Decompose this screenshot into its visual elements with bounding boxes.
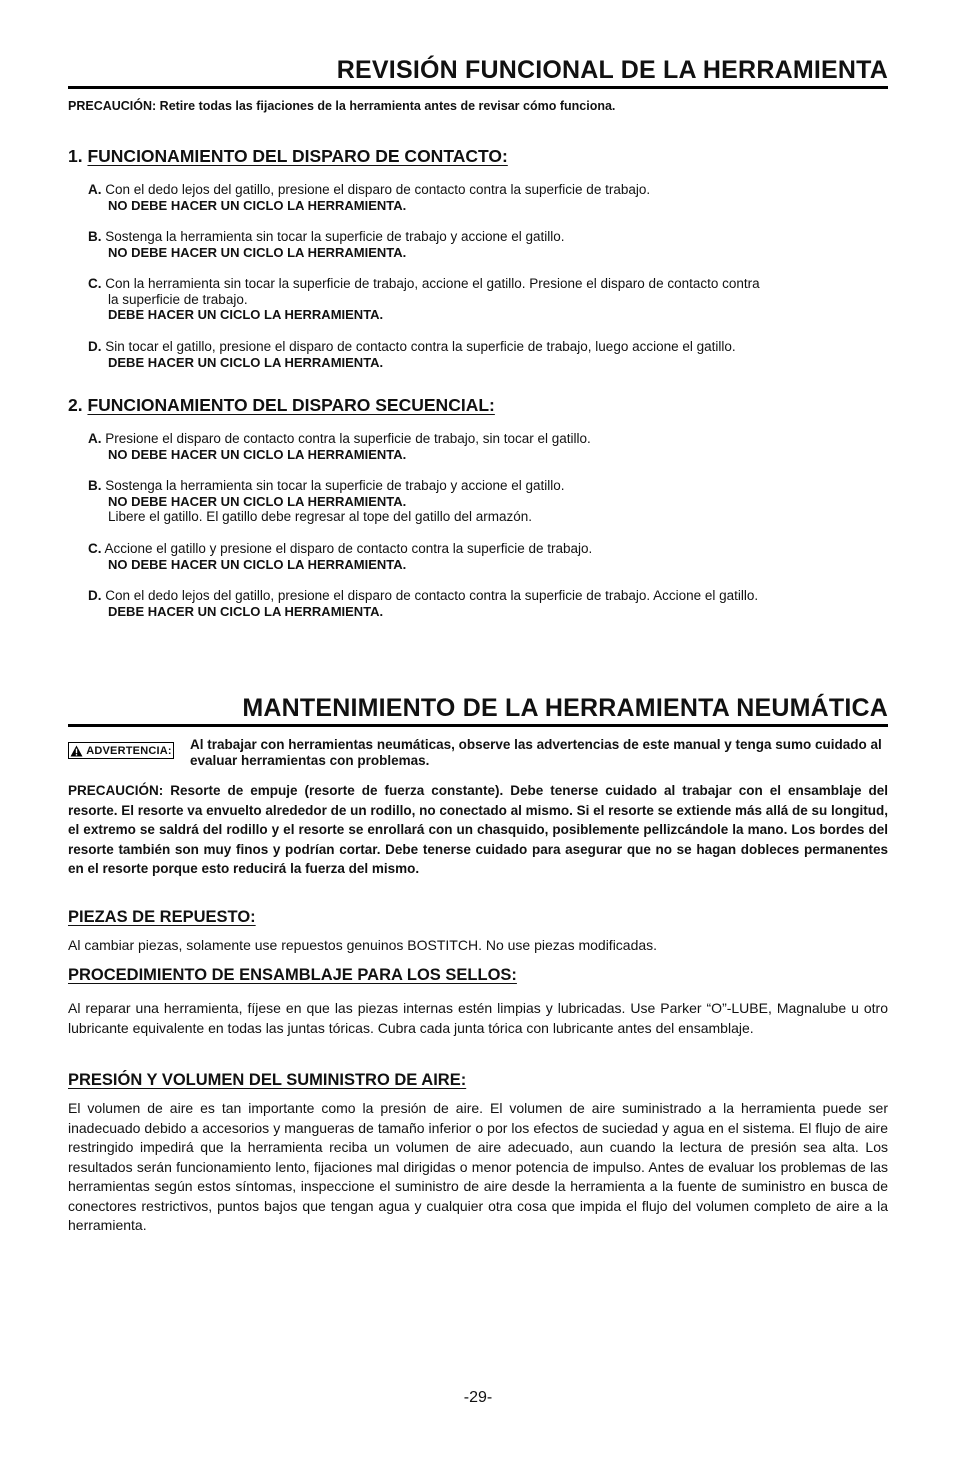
step-result: NO DEBE HACER UN CICLO LA HERRAMIENTA.: [108, 197, 407, 213]
step-text: Presione el disparo de contacto contra la superficie de trabajo, sin tocar el gatillo.: [105, 431, 591, 446]
step-letter: A.: [88, 182, 102, 197]
caution-remove-fasteners: PRECAUCIÓN: Retire todas las fijaciones de la herramienta antes de revisar cómo funciona.: [68, 99, 616, 113]
step-letter: B.: [88, 229, 102, 244]
step-letter: B.: [88, 478, 102, 493]
sequential-step-d: [88, 588, 878, 619]
warning-text: Al trabajar con herramientas neumáticas, observe las advertencias de este manual y tenga sumo cuidado al evaluar herramientas con problemas.: [190, 737, 882, 768]
step-letter: D.: [88, 588, 102, 603]
heading-text: PIEZAS DE REPUESTO:: [68, 908, 256, 926]
sequential-step-c: [88, 541, 878, 572]
section-title-maintenance: MANTENIMIENTO DE LA HERRAMIENTA NEUMÁTICA: [68, 694, 888, 727]
heading-sequential-trip: [68, 395, 495, 416]
warning-badge: [68, 742, 174, 759]
step-result: NO DEBE HACER UN CICLO LA HERRAMIENTA.: [108, 244, 407, 260]
step-letter: C.: [88, 276, 102, 291]
replacement-parts-text: Al cambiar piezas, solamente use repuestos genuinos BOSTITCH. No use piezas modificadas.: [68, 937, 658, 953]
step-text: Con el dedo lejos del gatillo, presione el disparo de contacto contra la superficie de trabajo.: [105, 182, 651, 197]
contact-step-a: [88, 182, 878, 213]
contact-step-b: [88, 229, 878, 260]
step-text: Accione el gatillo y presione el disparo de contacto contra la superficie de trabajo.: [104, 541, 593, 556]
step-text-continued: la superficie de trabajo.: [108, 291, 248, 307]
step-note: Libere el gatillo. El gatillo debe regresar al tope del gatillo del armazón.: [108, 509, 533, 524]
step-result: NO DEBE HACER UN CICLO LA HERRAMIENTA.: [108, 556, 407, 572]
sequential-step-b: [88, 478, 878, 525]
step-result: NO DEBE HACER UN CICLO LA HERRAMIENTA.: [108, 446, 407, 462]
page-number: -29-: [463, 1389, 493, 1406]
heading-contact-trip: [68, 146, 508, 167]
heading-air-supply: [68, 1071, 466, 1090]
sequential-step-a: [88, 431, 878, 462]
heading-number: 2.: [68, 395, 88, 415]
step-result: NO DEBE HACER UN CICLO LA HERRAMIENTA.: [108, 493, 407, 509]
heading-text: FUNCIONAMIENTO DEL DISPARO DE CONTACTO:: [87, 146, 508, 166]
step-text: Sin tocar el gatillo, presione el disparo de contacto contra la superficie de trabajo, luego accione el gatillo.: [105, 339, 736, 354]
step-result: DEBE HACER UN CICLO LA HERRAMIENTA.: [108, 307, 384, 322]
step-text: Con la herramienta sin tocar la superficie de trabajo, accione el gatillo. Presione el disparo de contacto contra: [105, 276, 760, 291]
step-letter: D.: [88, 339, 102, 354]
heading-seal-assembly: [68, 966, 517, 985]
heading-text: FUNCIONAMIENTO DEL DISPARO SECUENCIAL:: [87, 395, 495, 415]
warning-triangle-icon: [70, 745, 83, 757]
contact-step-d: [88, 339, 878, 370]
contact-step-c: [88, 276, 878, 323]
caution-spring: PRECAUCIÓN: Resorte de empuje (resorte de fuerza constante). Debe tenerse cuidado al trabajar con el ensamblaje del resorte. El resorte va envuelto alrededor de un rodillo, no conectado al mismo. Si el resorte se extiende más allá de su longitud, el extremo se saldrá del rodillo y el resorte se enrollará con un chasquido, posiblemente pellizcándole la mano. Los bordes del resorte también son muy finos y podrían cortar. Debe tenerse cuidado para asegurar que no se hagan dobleces permanentes en el resorte porque esto reducirá la fuerza del mismo.: [68, 783, 888, 876]
air-supply-text: El volumen de aire es tan importante como la presión de aire. El volumen de aire suministrado a la herramienta puede ser inadecuado debido a accesorios y mangueras de tamaño inferior o por los efectos de suciedad y agua en el sistema. El flujo de aire restringido impedirá que la herramienta reciba un volumen de aire adecuado, aun cuando la lectura de presión sea alta. Los resultados serán funcionamiento lento, fijaciones mal dirigidas o menor potencia de impulso. Antes de evaluar los problemas de las herramientas según estos síntomas, inspeccione el suministro de aire desde la herramienta a la fuente de suministro en busca de conectores restrictivos, puntos bajos que tengan agua y cualquier otra cosa que impida el flujo del volumen completo de aire a la herramienta.: [68, 1100, 888, 1233]
seal-assembly-text: Al reparar una herramienta, fíjese en que las piezas internas estén limpias y lubricadas. Use Parker “O”-LUBE, Magnalube u otro lubricante equivalente en todas las juntas tóricas. Cubra cada junta tórica con lubricante antes del ensamblaje.: [68, 1000, 888, 1036]
warning-badge-label: ADVERTENCIA:: [86, 744, 172, 757]
step-text: Sostenga la herramienta sin tocar la superficie de trabajo y accione el gatillo.: [105, 229, 565, 244]
heading-text: PROCEDIMIENTO DE ENSAMBLAJE PARA LOS SELLOS:: [68, 966, 517, 984]
step-letter: A.: [88, 431, 102, 446]
heading-text: PRESIÓN Y VOLUMEN DEL SUMINISTRO DE AIRE:: [68, 1071, 467, 1089]
section-title-functional-check: REVISIÓN FUNCIONAL DE LA HERRAMIENTA: [68, 56, 888, 89]
step-result: DEBE HACER UN CICLO LA HERRAMIENTA.: [108, 354, 384, 370]
heading-replacement-parts: [68, 908, 256, 927]
step-letter: C.: [88, 541, 102, 556]
step-text: Sostenga la herramienta sin tocar la superficie de trabajo y accione el gatillo.: [105, 478, 565, 493]
step-result: DEBE HACER UN CICLO LA HERRAMIENTA.: [108, 603, 384, 619]
step-text: Con el dedo lejos del gatillo, presione el disparo de contacto contra la superficie de trabajo. Accione el gatillo.: [105, 588, 759, 603]
heading-number: 1.: [68, 146, 88, 166]
